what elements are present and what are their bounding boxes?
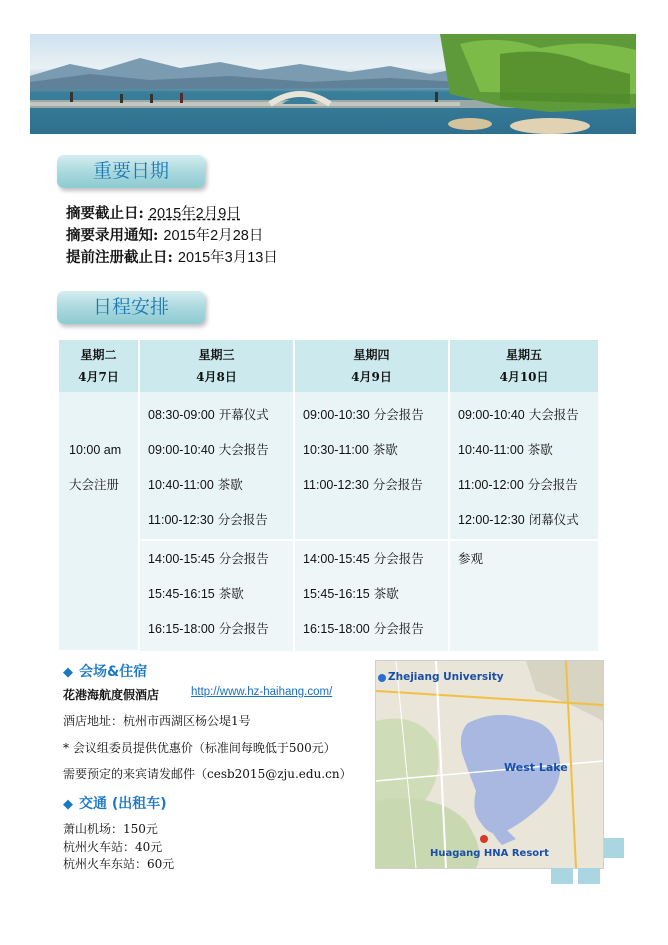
header-friday [449,340,599,392]
date-row [66,225,278,247]
decor-square [604,838,624,858]
session-item: 11:00-12:30 分会报告 [148,512,268,527]
date-value: 2015年3月13日 [177,250,278,266]
header-tuesday [59,340,139,392]
location-map[interactable] [375,660,604,869]
important-dates [66,203,278,269]
session-item: 09:00-10:30 分会报告 [303,407,424,422]
banner-photo [30,34,636,134]
thursday-pm-cell [294,540,449,651]
registration-time: 10:00 am [69,443,122,457]
session-item: 16:15-18:00 分会报告 [148,621,269,636]
schedule-table [59,340,600,652]
session-item: 10:40-11:00 茶歇 [458,442,553,457]
day-label: 星期四 [353,348,390,362]
session-item: 15:45-16:15 茶歇 [303,586,399,601]
booking-note: 需要预定的来宾请发邮件（cesb2015@zju.edu.cn） [63,767,352,781]
date-row [66,247,278,269]
session-item: 11:00-12:30 分会报告 [303,477,423,492]
map-label-resort: Huagang HNA Resort [430,848,549,859]
transport-heading [63,793,167,813]
transport-heading-text: 交通 (出租车) [79,796,167,812]
schedule-row-afternoon [59,540,599,651]
header-wednesday [139,340,294,392]
schedule-row-morning [59,392,599,540]
day-label: 星期三 [198,348,235,362]
map-label-lake: West Lake [504,761,568,774]
friday-am-cell [449,392,599,540]
session-item: 12:00-12:30 闭幕仪式 [458,512,579,527]
session-item: 15:45-16:15 茶歇 [148,586,244,601]
wednesday-am-cell [139,392,294,540]
day-label: 星期二 [80,348,117,362]
decor-square [578,868,600,884]
transport-item: 杭州火车东站：60元 [63,857,175,871]
thursday-am-cell [294,392,449,540]
date-label: 摘要录用通知: [66,227,159,244]
hotel-link[interactable]: http://www.hz-haihang.com/ [191,686,333,698]
transport-item: 萧山机场：150元 [63,822,158,836]
date-value: 2015年2月28日 [163,228,264,244]
venue-heading [63,661,147,681]
date-label: 提前注册截止日: [66,249,173,266]
date-value: 2015年2月9日 [148,206,241,222]
day-label: 星期五 [505,348,542,362]
session-item: 16:15-18:00 分会报告 [303,621,424,636]
date-row [66,203,278,225]
registration-event: 大会注册 [69,477,120,492]
discount-note: * 会议组委员提供优惠价（标准间每晚低于500元） [63,741,336,755]
date-label: 摘要截止日: [66,205,144,222]
section-heading-schedule: 日程安排 [57,291,205,324]
map-label-university: Zhejiang University [388,671,504,683]
session-item: 09:00-10:40 大会报告 [148,442,269,457]
session-item: 11:00-12:00 分会报告 [458,477,578,492]
diamond-bullet-icon: ◆ [63,665,73,680]
session-item: 10:40-11:00 茶歇 [148,477,243,492]
diamond-bullet-icon: ◆ [63,797,73,812]
decor-square [551,868,573,884]
tuesday-cell [59,392,139,651]
session-item: 参观 [458,551,484,566]
session-item: 14:00-15:45 分会报告 [148,551,269,566]
session-item: 10:30-11:00 茶歇 [303,442,398,457]
session-item: 08:30-09:00 开幕仪式 [148,407,269,422]
friday-pm-cell [449,540,599,651]
hotel-address: 酒店地址：杭州市西湖区杨公堤1号 [63,714,251,728]
header-thursday [294,340,449,392]
wednesday-pm-cell [139,540,294,651]
venue-heading-text: 会场&住宿 [79,664,148,680]
session-item: 14:00-15:45 分会报告 [303,551,424,566]
hotel-name: 花港海航度假酒店 [63,688,160,702]
schedule-header-row [59,340,599,392]
date-label: 4月10日 [499,370,549,384]
session-item: 09:00-10:40 大会报告 [458,407,579,422]
transport-item: 杭州火车站：40元 [63,840,163,854]
date-label: 4月7日 [78,370,119,384]
section-heading-dates: 重要日期 [57,155,205,188]
date-label: 4月8日 [196,370,237,384]
date-label: 4月9日 [351,370,392,384]
